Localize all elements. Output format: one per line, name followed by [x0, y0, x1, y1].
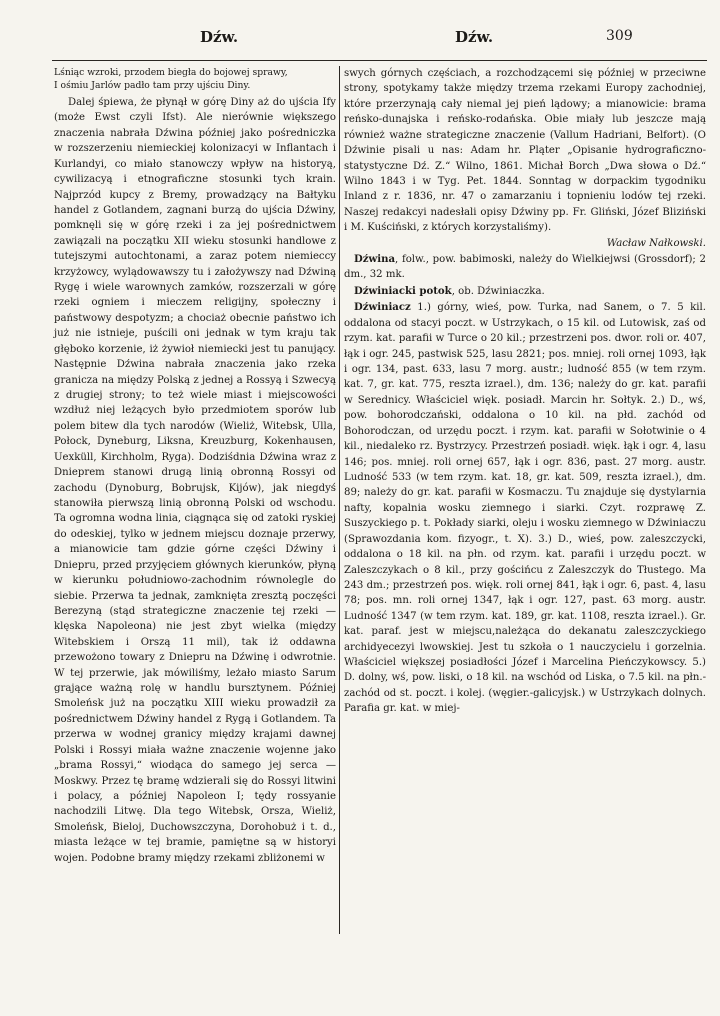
dictionary-entry	[344, 284, 706, 299]
page-header	[0, 28, 720, 52]
body-paragraph: Dalej śpiewa, że płynął w górę Diny aż do ujścia Ify (może Ewst czyli Ifst). Ale nierównie większego znaczenia nabrała Dźwina później jako pośredniczka w rozszerzeniu niemieckiej kolonizacyi w Inflantach i Kurlandyi, co miało stanowczy wpływ na historyą, cywilizacyą i etnograficzne stosunki tych krain. Najprzód kupcy z Bremy, prowadzący na Bałtyku handel z Gotlandem, zagnani burzą do ujścia Dźwiny, pomknęli się w górę rzeki i za jej pośrednictwem zawiązali na początku XII wieku stosunki handlowe z tutejszymi autochtonami, a zaraz potem niemieccy krzyżowcy, wylądowawszy tu i założywszy nad Dźwiną Rygę i wiele warownych zamków, rozszerzali w górę rzeki ogniem i mieczem religijny, społeczny i państwowy despotyzm; a chociaż obecnie państwo ich już nie istnieje, puścili oni jednak w tym kraju tak głęboko korzenie, iż żywioł niemiecki jest tu panujący. Następnie Dźwina nabrała znaczenia jako rzeka granicza na między Polską z jednej a Rossyą i Szwecyą z drugiej strony; to też wiele miast i miejscowości wzdłuż niej leżących było przedmiotem sporów lub polem bitew dla tych narodów (Wieliż, Witebsk, Ulla, Połock, Dyneburg, Liksna, Kreuzburg, Kokenhausen, Uexküll, Kirchholm, Ryga). Dodziśdnia Dźwina wraz z Dnieprem stanowi drugą linią obronną Rossyi od zachodu (Dynoburg, Bobrujsk, Kijów), jak niegdyś stanowiła pierwszą linią obronną Polski od wschodu. Ta ogromna wodna linia, ciągnąca się od zatoki ryskiej do odeskiej, tylko w jednem miejscu doznaje przerwy, a mianowicie tam gdzie górne części Dźwiny i Dniepru, przed przyjęciem głównych kierunków, płyną w kierunku południowo-zachodnim równolegle do siebie. Przerwa ta jednak, zamknięta zresztą poczęści Berezyną (stąd strategiczne znaczenie tej rzeki — klęska Napoleona) nie jest zbyt wielka (między Witebskiem i Orszą 11 mil), tak iż oddawna przewożono towary z Dniepru na Dźwinę i odwrotnie. W tej przerwie, jak mówiliśmy, leżało miasto Sarum grające ważną rolę w handlu bursztynem. Później Smoleńsk już na początku XIII wieku prowadził za pośrednictwem Dźwiny handel z Rygą i Gotlandem. Ta przerwa w wodnej granicy między krajami dawnej Polski i Rossyi miała ważne znaczenie wojenne jako „brama Rossyi,“ wiodąca do samego jej serca — Moskwy. Przez tę bramę wdzierali się do Rossyi litwini i polacy, a później Napoleon I; tędy rossyanie nachodzili Litwę. Dla tego Witebsk, Orsza, Wieliż, Smoleńsk, Bieloj, Duchowszczyna, Dorohobuż i t. d., miasta leżące w tej bramie, pamiętne są w historyi wojen. Podobne bramy między rzekami zbliżonemi w	[54, 97, 336, 864]
entry-term: Dźwina	[354, 253, 396, 266]
body-paragraph-continued: swych górnych częściach, a rozchodzącemi się później w przeciwne strony, spotykamy także między trzema rzekami Europy zachodniej, które przerzynają cały niemal jej pień lądowy; a mianowicie: brama reńsko-dunajska i reńsko-rodańska. Obie miały lub jeszcze mają również ważne strategiczne znaczenie (Vallum Hadriani, Belfort). (O Dźwinie pisali u nas: Adam hr. Pląter „Opisanie hydrograficzno-statystyczne Dź. Z.“ Wilno, 1861. Michał Borch „Dwa słowa o Dź.“ Wilno 1843 i w Tyg. Pet. 1844. Sonntag w dorpackim tygodniku Inland z r. 1836, nr. 47 o zamarzaniu i topnieniu lodów tej rzeki. Naszej redakcyi nadesłali opisy Dźwiny pp. Fr. Gliński, Józef Bliziński i M. Kuściński, z których korzystaliśmy).	[344, 68, 706, 234]
left-column	[54, 66, 336, 866]
dictionary-entry	[344, 300, 706, 716]
page-number: 309	[606, 28, 633, 44]
entry-text: 1.) górny, wieś, pow. Turka, nad Sanem, o 7. 5 kil. oddalona od stacyi poczt. w Ustrzykach, o 15 kil. od Lutowisk, zaś od rzym. kat. parafii w Turce o 20 kil.; przestrzeni pos. dwor. roli or. 407, łąk i ogr. 245, pastwisk 525, lasu 2821; pos. mniej. roli ornej 1093, łąk i ogr. 134, past. 633, lasu 7 morg. austr.; ludność 855 (w tem rzym. kat. 7, gr. kat. 775, reszta izrael.), dm. 136; należy do gr. kat. parafii w Serednicy. Właściciel więk. posiadł. Marcin hr. Sołtyk. 2.) D., wś, pow. bohorodczański, oddalona o 10 kil. na płd. zachód od Bohorodczan, od urzędu poczt. i rzym. kat. parafii w Sołotwinie o 4 kil., niedaleko rz. Bystrzycy. Przestrzeń posiadł. więk. łąk i ogr. 4, lasu 146; pos. mniej. roli ornej 657, łąk i ogr. 836, past. 27 morg. austr. Ludność 533 (w tem rzym. kat. 18, gr. kat. 509, reszta izrael.), dm. 89; należy do gr. kat. parafii w Kosmaczu. Tu znajduje się dystylarnia nafty, kopalnia wosku ziemnego i siarki. Czyt. rozprawę Z. Suszyckiego p. t. Pokłady siarki, oleju i wosku ziemnego w Dźwiniaczu (Sprawozdania kom. fizyogr., t. X). 3.) D., wieś, pow. zaleszczycki, oddalona o 18 kil. na płn. od rzym. kat. parafii i urzędu poczt. w Zaleszczykach o 8 kil., przy gościńcu z Zaleszczyk do Tłustego. Ma 243 dm.; przestrzeń pos. więk. roli ornej 841, łąk i ogr. 6, past. 4, lasu 78; pos. mn. roli ornej 1347, łąk i ogr. 127, past. 63 morg. austr. Ludność 1347 (w tem rzym. kat. 189, gr. kat. 1108, reszta izrael.). Gr. kat. paraf. jest w miejscu,należąca do dekanatu zaleszczyckiego archidyecezyi lwowskiej. Jest tu szkoła o 1 nauczycielu i gorzelnia. Właściciel większej posiadłości Józef i Marcelina Pieńczykowscy. 5.) D. dolny, wś, pow. liski, o 18 kil. na wschód od Liska, o 7.5 kil. na płn.-zachód od st. poczt. i kolej. (węgier.-galicyjsk.) w Ustrzykach dolnych. Parafia gr. kat. w miej-	[344, 302, 706, 715]
author-signature: Wacław Nałkowski.	[606, 237, 706, 249]
dictionary-entry	[344, 252, 706, 283]
running-head-right: Dźw.	[455, 28, 494, 46]
right-column	[344, 66, 706, 717]
entry-term: Dźwiniacki potok	[354, 284, 452, 297]
header-rule	[52, 60, 707, 61]
verse-quote	[54, 66, 336, 92]
entry-text: , ob. Dźwiniaczka.	[451, 285, 545, 297]
column-divider	[339, 66, 340, 934]
verse-line: Lśniąc wzroki, przodem biegła do bojowej sprawy,	[54, 67, 288, 78]
entry-term: Dźwiniacz	[354, 301, 411, 314]
entry-text: , folw., pow. babimoski, należy do Wielkiejwsi (Grossdorf); 2 dm., 32 mk.	[344, 254, 706, 281]
verse-line: I ośmiu Jarlów padło tam przy ujściu Diny.	[54, 80, 251, 91]
running-head-left: Dźw.	[200, 28, 239, 46]
